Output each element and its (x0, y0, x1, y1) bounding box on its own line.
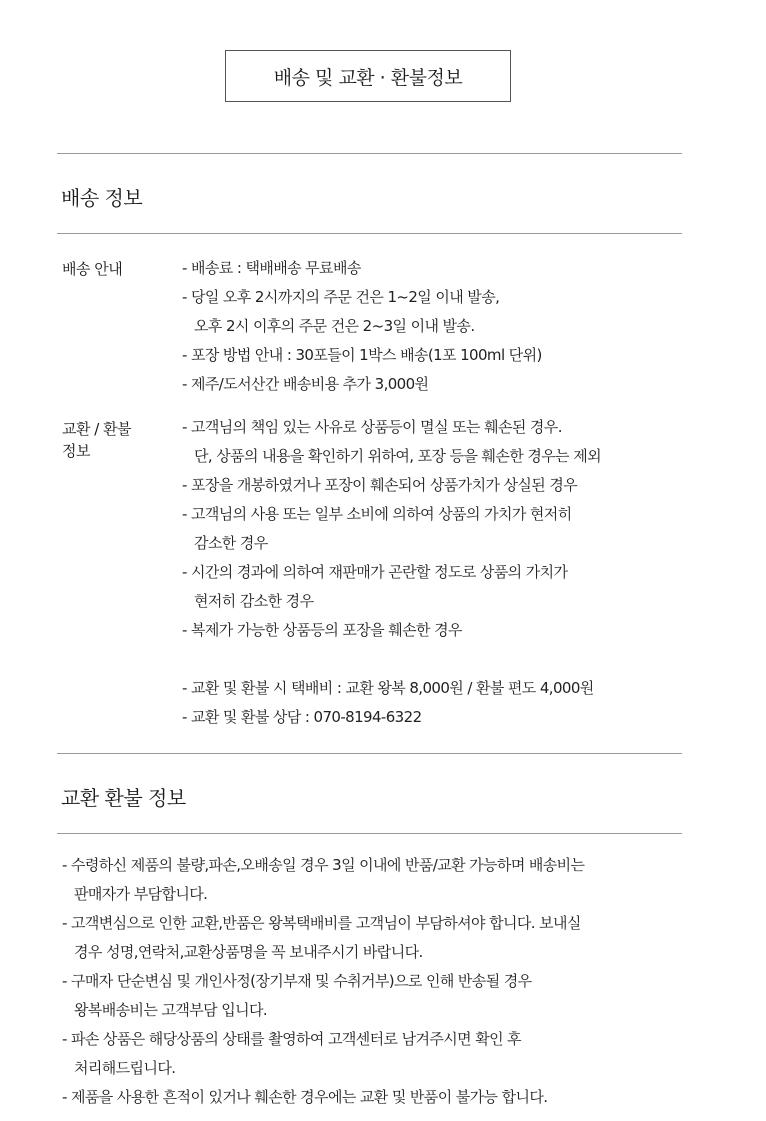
exchange-refund-label (62, 418, 131, 462)
exchange-refund-spacer (182, 645, 662, 674)
shipping-section-heading: 배송 정보 (61, 186, 143, 210)
shipping-guide-line-2: - 당일 오후 2시까지의 주문 건은 1~2일 이내 발송, (182, 288, 500, 306)
notice-line-4: 경우 성명,연락처,교환상품명을 꼭 보내주시기 바랍니다. (74, 943, 423, 961)
exchange-refund-line-3: - 포장을 개봉하였거나 포장이 훼손되어 상품가치가 상실된 경우 (182, 476, 578, 494)
notice-line-2: 판매자가 부담합니다. (74, 885, 208, 903)
exchange-refund-body (182, 413, 662, 732)
exchange-refund-line-2: 단, 상품의 내용을 확인하기 위하여, 포장 등을 훼손한 경우는 제외 (194, 447, 601, 465)
shipping-guide-label: 배송 안내 (62, 260, 123, 278)
shipping-guide-line-1: - 배송료 : 택배배송 무료배송 (182, 259, 361, 277)
exchange-refund-line-5: 감소한 경우 (194, 534, 268, 552)
divider-shipping (57, 233, 682, 234)
notice-line-8: 처리해드립니다. (74, 1059, 176, 1077)
exchange-notice-list (62, 851, 702, 1112)
shipping-guide-body (182, 254, 662, 399)
exchange-refund-line-8: - 복제가 가능한 상품등의 포장을 훼손한 경우 (182, 621, 462, 639)
exchange-section-heading: 교환 환불 정보 (61, 786, 186, 810)
shipping-guide-line-4: - 포장 방법 안내 : 30포들이 1박스 배송(1포 100ml 단위) (182, 346, 542, 364)
shipping-guide-line-3: 오후 2시 이후의 주문 건은 2~3일 이내 발송. (194, 317, 475, 335)
notice-line-5: - 구매자 단순변심 및 개인사정(장기부재 및 수취거부)으로 인해 반송될 경우 (62, 972, 532, 990)
page-title-text: 배송 및 교환 · 환불정보 (273, 66, 463, 89)
exchange-refund-line-7: 현저히 감소한 경우 (194, 592, 314, 610)
notice-line-1: - 수령하신 제품의 불량,파손,오배송일 경우 3일 이내에 반품/교환 가능하며 배송비는 (62, 856, 585, 874)
exchange-refund-label-line-2: 정보 (62, 442, 90, 460)
exchange-refund-line-contact: - 교환 및 환불 상담 : 070-8194-6322 (182, 708, 422, 726)
notice-line-6: 왕복배송비는 고객부담 입니다. (74, 1001, 268, 1019)
page-title (225, 50, 511, 102)
divider-exchange-bottom (57, 833, 682, 834)
notice-line-3: - 고객변심으로 인한 교환,반품은 왕복택배비를 고객님이 부담하셔야 합니다. 보내실 (62, 914, 581, 932)
exchange-refund-line-1: - 고객님의 책임 있는 사유로 상품등이 멸실 또는 훼손된 경우. (182, 418, 562, 436)
divider-top (57, 153, 682, 154)
notice-line-9: - 제품을 사용한 흔적이 있거나 훼손한 경우에는 교환 및 반품이 불가능 합니다. (62, 1088, 548, 1106)
divider-exchange (57, 753, 682, 754)
exchange-refund-line-6: - 시간의 경과에 의하여 재판매가 곤란할 정도로 상품의 가치가 (182, 563, 568, 581)
exchange-refund-line-shipping-fee: - 교환 및 환불 시 택배비 : 교환 왕복 8,000원 / 환불 편도 4,000원 (182, 679, 594, 697)
exchange-refund-label-line-1: 교환 / 환불 (62, 420, 132, 438)
notice-line-7: - 파손 상품은 해당상품의 상태를 촬영하여 고객센터로 남겨주시면 확인 후 (62, 1030, 522, 1048)
shipping-guide-line-5: - 제주/도서산간 배송비용 추가 3,000원 (182, 375, 429, 393)
exchange-refund-line-4: - 고객님의 사용 또는 일부 소비에 의하여 상품의 가치가 현저히 (182, 505, 572, 523)
